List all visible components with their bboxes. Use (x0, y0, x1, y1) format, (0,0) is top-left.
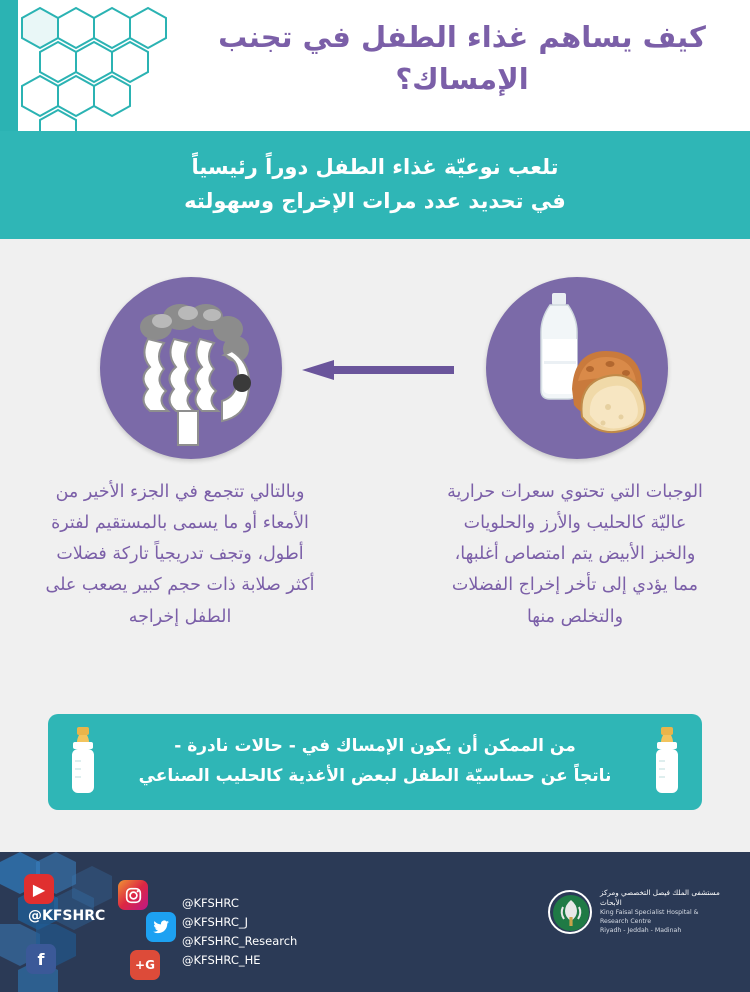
googleplus-icon[interactable]: G+ (130, 950, 160, 980)
milk-bottle-and-bread-icon (486, 277, 668, 459)
note-text (118, 732, 632, 792)
subtitle-line-2: في تحديد عدد مرات الإخراج وسهولته (184, 189, 566, 213)
logo-arabic-name: مستشفى الملك فيصل التخصصي ومركز الأبحاث (600, 888, 720, 908)
youtube-icon[interactable]: ▶ (24, 874, 54, 904)
subtitle-band (0, 131, 750, 239)
kfshrc-logo (548, 888, 728, 936)
subtitle-text (95, 151, 655, 218)
food-illustration-circle (486, 277, 668, 459)
main-handle-label: @KFSHRC (28, 908, 106, 924)
food-description-text: الوجبات التي تحتوي سعرات حرارية عاليّة كالحليب والأرز والحلويات والخبز الأبيض يتم امتصاص أغلبها، مما يؤدي إلى تأخر إخراج الفضلات والتخلص منها (447, 482, 703, 627)
subtitle-line-1: تلعب نوعيّة غذاء الطفل دوراً رئيسياً (191, 155, 559, 180)
intestine-illustration-circle (100, 277, 282, 459)
hexagon-decoration-icon (10, 0, 220, 131)
handle-item-4: @KFSHRC_HE (182, 952, 261, 967)
handle-item-2: @KFSHRC_J (182, 914, 248, 929)
note-line-2: ناتجاً عن حساسيّة الطفل لبعض الأغذية كالحليب الصناعي (138, 766, 612, 786)
footer (0, 852, 750, 992)
logo-emblem-icon (548, 890, 592, 934)
note-callout (48, 714, 702, 810)
handle-item-1: @KFSHRC (182, 896, 239, 910)
baby-bottle-icon-right (650, 727, 684, 797)
logo-cities: Riyadh - Jeddah - Madinah (600, 926, 682, 934)
note-line-1: من الممكن أن يكون الإمساك في - حالات نادرة - (174, 736, 576, 757)
baby-bottle-icon-left (66, 727, 100, 797)
intestine-colon-icon (100, 277, 282, 459)
intestine-description-text: وبالتالي تتجمع في الجزء الأخير من الأمعاء أو ما يسمى بالمستقيم لفترة أطول، وتجف تدريجياً تاركة فضلات أكثر صلابة ذات حجم كبير يصعب على الطفل إخراجه (45, 482, 315, 627)
logo-english-name: King Faisal Specialist Hospital & Research Centre (600, 908, 699, 925)
twitter-icon[interactable] (146, 912, 176, 942)
left-arrow-icon (300, 359, 454, 381)
page-title: كيف يساهم غذاء الطفل في تجنب الإمساك؟ (218, 20, 706, 97)
instagram-icon[interactable] (118, 880, 148, 910)
handle-item-3: @KFSHRC_Research (182, 933, 298, 948)
handles-list (182, 894, 297, 970)
logo-text (600, 888, 728, 936)
facebook-icon[interactable]: f (26, 944, 56, 974)
header (0, 0, 750, 131)
